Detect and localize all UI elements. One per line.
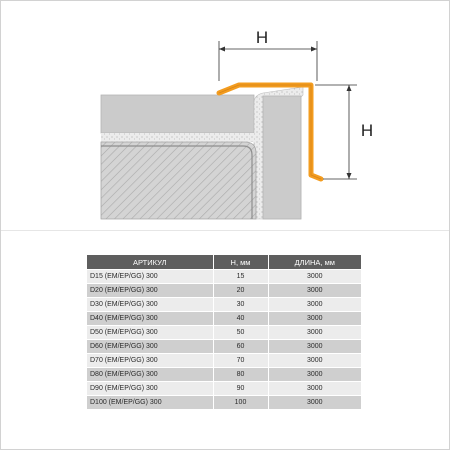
cell-height: 90: [213, 382, 268, 396]
table-row: [87, 340, 362, 354]
cell-article: D90 (EM/EP/GG) 300: [87, 382, 214, 396]
cell-length: 3000: [268, 326, 362, 340]
cell-height: 15: [213, 270, 268, 284]
table-row: [87, 298, 362, 312]
cell-article: D15 (EM/EP/GG) 300: [87, 270, 214, 284]
cell-height: 30: [213, 298, 268, 312]
cell-article: D70 (EM/EP/GG) 300: [87, 354, 214, 368]
table-row: [87, 284, 362, 298]
table-header-row: [87, 255, 362, 270]
table-row: [87, 326, 362, 340]
cell-height: 100: [213, 396, 268, 410]
table-row: [87, 354, 362, 368]
table-row: [87, 312, 362, 326]
cell-article: D50 (EM/EP/GG) 300: [87, 326, 214, 340]
dimension-arrow-up: [347, 85, 352, 91]
cell-length: 3000: [268, 396, 362, 410]
dimension-arrow-right: [311, 47, 317, 52]
dimension-label-top: H: [255, 28, 269, 47]
cell-length: 3000: [268, 382, 362, 396]
adhesive-layer-horizontal: [101, 133, 256, 142]
cell-article: D40 (EM/EP/GG) 300: [87, 312, 214, 326]
table-row: [87, 270, 362, 284]
cell-article: D80 (EM/EP/GG) 300: [87, 368, 214, 382]
dimension-arrow-down: [347, 173, 352, 179]
profile-drawing: [1, 1, 449, 231]
dimension-label-right: H: [360, 121, 374, 140]
cell-article: D100 (EM/EP/GG) 300: [87, 396, 214, 410]
section-divider: [1, 230, 449, 231]
cell-length: 3000: [268, 354, 362, 368]
cell-height: 60: [213, 340, 268, 354]
profile-cross-section: [1, 1, 449, 231]
cell-article: D60 (EM/EP/GG) 300: [87, 340, 214, 354]
cell-length: 3000: [268, 284, 362, 298]
table-row: [87, 382, 362, 396]
cell-height: 80: [213, 368, 268, 382]
tile-slab-side: [263, 96, 301, 219]
cell-height: 20: [213, 284, 268, 298]
cell-length: 3000: [268, 368, 362, 382]
cell-length: 3000: [268, 298, 362, 312]
header-article: АРТИКУЛ: [87, 255, 214, 270]
cell-length: 3000: [268, 340, 362, 354]
cell-length: 3000: [268, 270, 362, 284]
table-body: [87, 270, 362, 410]
tile-slab-top: [101, 95, 254, 133]
header-height: H, мм: [213, 255, 268, 270]
base-block: [101, 142, 256, 219]
cell-article: D30 (EM/EP/GG) 300: [87, 298, 214, 312]
cell-length: 3000: [268, 312, 362, 326]
cell-height: 50: [213, 326, 268, 340]
specification-table: [86, 254, 362, 410]
cell-height: 40: [213, 312, 268, 326]
cell-height: 70: [213, 354, 268, 368]
table-row: [87, 368, 362, 382]
table-row: [87, 396, 362, 410]
cell-article: D20 (EM/EP/GG) 300: [87, 284, 214, 298]
header-length: ДЛИНА, мм: [268, 255, 362, 270]
dimension-arrow-left: [219, 47, 225, 52]
